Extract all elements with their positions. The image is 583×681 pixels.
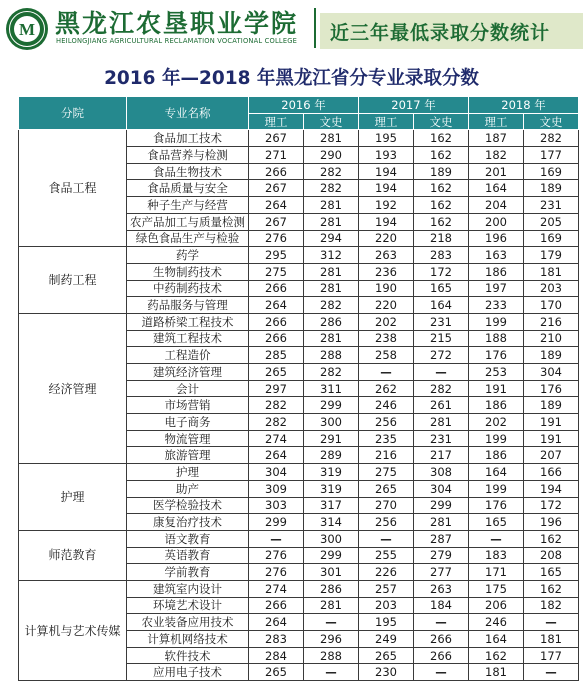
- score-cell: —: [524, 664, 579, 681]
- score-cell: —: [304, 614, 359, 631]
- score-cell: 300: [304, 414, 359, 431]
- dept-cell: 师范教育: [19, 530, 127, 580]
- major-cell: 物流管理: [127, 430, 249, 447]
- score-cell: 186: [469, 263, 524, 280]
- score-cell: 249: [359, 631, 414, 648]
- score-cell: 191: [524, 414, 579, 431]
- score-cell: 265: [359, 647, 414, 664]
- score-cell: 282: [304, 297, 359, 314]
- year-header: 2017 年: [359, 97, 469, 114]
- table-row: [19, 313, 579, 330]
- score-cell: 177: [524, 147, 579, 164]
- score-cell: 281: [304, 280, 359, 297]
- score-cell: 299: [304, 397, 359, 414]
- score-cell: 282: [304, 364, 359, 381]
- score-cell: 311: [304, 380, 359, 397]
- score-cell: 176: [469, 497, 524, 514]
- score-cell: 282: [249, 397, 304, 414]
- score-cell: —: [359, 530, 414, 547]
- page-title: 2016 年—2018 年黑龙江省分专业录取分数: [104, 68, 479, 89]
- score-cell: 231: [414, 313, 469, 330]
- major-cell: 会计: [127, 380, 249, 397]
- score-cell: 190: [359, 280, 414, 297]
- score-cell: 220: [359, 297, 414, 314]
- major-cell: 农业装备应用技术: [127, 614, 249, 631]
- score-cell: 264: [249, 197, 304, 214]
- score-cell: 189: [524, 180, 579, 197]
- score-cell: 288: [304, 647, 359, 664]
- dept-cell: 食品工程: [19, 130, 127, 247]
- score-cell: 255: [359, 547, 414, 564]
- score-cell: 272: [414, 347, 469, 364]
- score-cell: 162: [414, 147, 469, 164]
- score-cell: 312: [304, 247, 359, 264]
- score-cell: 217: [414, 447, 469, 464]
- score-cell: 186: [469, 397, 524, 414]
- major-cell: 药学: [127, 247, 249, 264]
- dept-cell: 制药工程: [19, 247, 127, 314]
- major-cell: 食品质量与安全: [127, 180, 249, 197]
- score-cell: 262: [359, 380, 414, 397]
- score-cell: 271: [249, 147, 304, 164]
- score-cell: 196: [524, 514, 579, 531]
- major-cell: 英语教育: [127, 547, 249, 564]
- score-cell: 276: [249, 230, 304, 247]
- score-cell: 203: [524, 280, 579, 297]
- score-cell: 284: [249, 647, 304, 664]
- score-cell: 285: [249, 347, 304, 364]
- score-cell: 291: [304, 430, 359, 447]
- header-divider: [314, 8, 316, 48]
- score-cell: 282: [304, 163, 359, 180]
- score-cell: 218: [414, 230, 469, 247]
- major-cell: 种子生产与经营: [127, 197, 249, 214]
- score-cell: —: [304, 664, 359, 681]
- major-cell: 应用电子技术: [127, 664, 249, 681]
- major-cell: 工程造价: [127, 347, 249, 364]
- score-cell: 267: [249, 180, 304, 197]
- score-cell: 266: [249, 330, 304, 347]
- score-cell: 164: [414, 297, 469, 314]
- score-cell: 263: [359, 247, 414, 264]
- score-cell: 281: [304, 330, 359, 347]
- score-cell: —: [249, 530, 304, 547]
- dept-cell: 经济管理: [19, 313, 127, 463]
- score-cell: 286: [304, 580, 359, 597]
- score-cell: 205: [524, 213, 579, 230]
- score-cell: 264: [249, 614, 304, 631]
- major-cell: 市场营销: [127, 397, 249, 414]
- score-cell: 287: [414, 530, 469, 547]
- score-cell: 169: [524, 230, 579, 247]
- score-cell: 253: [469, 364, 524, 381]
- score-cell: 183: [469, 547, 524, 564]
- score-cell: 283: [414, 247, 469, 264]
- score-cell: 176: [469, 347, 524, 364]
- subcol-header: 文史: [414, 113, 469, 130]
- major-cell: 电子商务: [127, 414, 249, 431]
- score-cell: 286: [304, 313, 359, 330]
- score-cell: 264: [249, 297, 304, 314]
- major-cell: 建筑经济管理: [127, 364, 249, 381]
- score-cell: 181: [469, 664, 524, 681]
- table-row: [19, 247, 579, 264]
- score-cell: 299: [414, 497, 469, 514]
- score-cell: 206: [469, 597, 524, 614]
- score-cell: 220: [359, 230, 414, 247]
- logo-letter: M: [18, 20, 36, 39]
- major-cell: 建筑室内设计: [127, 580, 249, 597]
- score-cell: 282: [304, 180, 359, 197]
- score-cell: 235: [359, 430, 414, 447]
- score-cell: 164: [469, 180, 524, 197]
- major-cell: 药品服务与管理: [127, 297, 249, 314]
- table-head: [19, 97, 579, 130]
- score-table-wrapper: [18, 96, 579, 681]
- major-cell: 软件技术: [127, 647, 249, 664]
- major-cell: 助产: [127, 480, 249, 497]
- score-cell: —: [469, 530, 524, 547]
- score-cell: 304: [524, 364, 579, 381]
- score-cell: 191: [524, 430, 579, 447]
- subcol-header: 文史: [304, 113, 359, 130]
- score-cell: 164: [469, 631, 524, 648]
- score-cell: 216: [524, 313, 579, 330]
- score-cell: 194: [359, 213, 414, 230]
- major-cell: 生物制药技术: [127, 263, 249, 280]
- score-cell: 261: [414, 397, 469, 414]
- score-cell: 281: [304, 213, 359, 230]
- score-cell: 194: [524, 480, 579, 497]
- score-cell: 281: [414, 414, 469, 431]
- score-cell: 162: [414, 180, 469, 197]
- major-cell: 食品生物技术: [127, 163, 249, 180]
- score-cell: 304: [249, 464, 304, 481]
- score-cell: 258: [359, 347, 414, 364]
- score-cell: 289: [304, 447, 359, 464]
- score-cell: 226: [359, 564, 414, 581]
- subcol-header: 理工: [469, 113, 524, 130]
- major-cell: 学前教育: [127, 564, 249, 581]
- score-cell: 188: [469, 330, 524, 347]
- score-cell: 281: [414, 514, 469, 531]
- score-cell: 279: [414, 547, 469, 564]
- score-cell: 189: [524, 347, 579, 364]
- score-cell: 175: [469, 580, 524, 597]
- score-cell: 216: [359, 447, 414, 464]
- score-cell: 266: [249, 163, 304, 180]
- page-header: [0, 0, 583, 58]
- score-cell: 193: [359, 147, 414, 164]
- score-cell: 317: [304, 497, 359, 514]
- score-cell: 276: [249, 547, 304, 564]
- score-cell: 208: [524, 547, 579, 564]
- score-cell: 281: [304, 263, 359, 280]
- score-cell: 189: [414, 163, 469, 180]
- score-cell: 192: [359, 197, 414, 214]
- score-cell: 189: [524, 397, 579, 414]
- score-cell: 201: [469, 163, 524, 180]
- table-row: [19, 580, 579, 597]
- score-cell: 256: [359, 414, 414, 431]
- score-cell: 199: [469, 313, 524, 330]
- score-cell: 295: [249, 247, 304, 264]
- score-cell: —: [414, 364, 469, 381]
- score-cell: 274: [249, 580, 304, 597]
- score-cell: 194: [359, 180, 414, 197]
- score-cell: 246: [469, 614, 524, 631]
- dept-cell: 护理: [19, 464, 127, 531]
- score-cell: 282: [524, 130, 579, 147]
- score-cell: 172: [414, 263, 469, 280]
- score-cell: 299: [249, 514, 304, 531]
- score-cell: 181: [524, 631, 579, 648]
- score-cell: 257: [359, 580, 414, 597]
- score-cell: 238: [359, 330, 414, 347]
- major-cell: 康复治疗技术: [127, 514, 249, 531]
- score-cell: 179: [524, 247, 579, 264]
- score-cell: 283: [249, 631, 304, 648]
- score-cell: 267: [249, 130, 304, 147]
- score-cell: 281: [304, 597, 359, 614]
- score-cell: 266: [249, 313, 304, 330]
- major-cell: 语文教育: [127, 530, 249, 547]
- score-cell: 184: [414, 597, 469, 614]
- score-cell: 162: [414, 213, 469, 230]
- score-cell: 186: [469, 447, 524, 464]
- school-name-en: HEILONGJIANG AGRICULTURAL RECLAMATION VOCATIONAL COLLEGE: [56, 37, 298, 45]
- major-cell: 食品营养与检测: [127, 147, 249, 164]
- college-emblem-icon: [5, 7, 49, 51]
- score-cell: 319: [304, 480, 359, 497]
- score-cell: 281: [304, 197, 359, 214]
- score-cell: 171: [469, 564, 524, 581]
- score-cell: 197: [469, 280, 524, 297]
- score-cell: 314: [304, 514, 359, 531]
- score-cell: 294: [304, 230, 359, 247]
- score-cell: 299: [304, 547, 359, 564]
- score-cell: 195: [359, 614, 414, 631]
- score-cell: 308: [414, 464, 469, 481]
- score-cell: 170: [524, 297, 579, 314]
- score-cell: 304: [414, 480, 469, 497]
- score-cell: 162: [524, 530, 579, 547]
- subcol-header: 文史: [524, 113, 579, 130]
- col-major-header: 专业名称: [127, 97, 249, 130]
- score-cell: —: [359, 364, 414, 381]
- score-cell: 288: [304, 347, 359, 364]
- score-cell: 267: [249, 213, 304, 230]
- score-cell: 199: [469, 430, 524, 447]
- score-cell: 195: [359, 130, 414, 147]
- score-cell: 177: [524, 647, 579, 664]
- table-row: [19, 464, 579, 481]
- score-cell: 182: [469, 147, 524, 164]
- subcol-header: 理工: [249, 113, 304, 130]
- score-cell: 203: [359, 597, 414, 614]
- score-cell: 162: [524, 580, 579, 597]
- score-cell: 246: [359, 397, 414, 414]
- year-header: 2016 年: [249, 97, 359, 114]
- major-cell: 旅游管理: [127, 447, 249, 464]
- major-cell: 中药制药技术: [127, 280, 249, 297]
- score-cell: 181: [524, 263, 579, 280]
- score-cell: 162: [414, 130, 469, 147]
- score-cell: 266: [414, 647, 469, 664]
- major-cell: 食品加工技术: [127, 130, 249, 147]
- score-cell: 169: [524, 163, 579, 180]
- score-cell: 282: [249, 414, 304, 431]
- score-cell: 207: [524, 447, 579, 464]
- score-cell: 275: [249, 263, 304, 280]
- score-cell: 276: [249, 564, 304, 581]
- score-cell: 233: [469, 297, 524, 314]
- score-cell: 191: [469, 380, 524, 397]
- major-cell: 医学检验技术: [127, 497, 249, 514]
- score-cell: 265: [249, 664, 304, 681]
- major-cell: 护理: [127, 464, 249, 481]
- major-cell: 计算机网络技术: [127, 631, 249, 648]
- score-cell: 236: [359, 263, 414, 280]
- score-cell: 165: [469, 514, 524, 531]
- score-cell: 266: [249, 280, 304, 297]
- score-cell: 319: [304, 464, 359, 481]
- score-cell: —: [524, 614, 579, 631]
- score-cell: 297: [249, 380, 304, 397]
- score-cell: 303: [249, 497, 304, 514]
- score-cell: 202: [359, 313, 414, 330]
- score-cell: 275: [359, 464, 414, 481]
- col-dept-header: 分院: [19, 97, 127, 130]
- score-cell: 296: [304, 631, 359, 648]
- score-cell: 215: [414, 330, 469, 347]
- major-cell: 农产品加工与质量检测: [127, 213, 249, 230]
- score-cell: 200: [469, 213, 524, 230]
- banner-title: 近三年最低录取分数统计: [330, 22, 551, 44]
- score-cell: 264: [249, 447, 304, 464]
- score-cell: 163: [469, 247, 524, 264]
- score-cell: 282: [414, 380, 469, 397]
- score-cell: 256: [359, 514, 414, 531]
- score-cell: 210: [524, 330, 579, 347]
- table-row: [19, 130, 579, 147]
- score-cell: 204: [469, 197, 524, 214]
- score-cell: 231: [414, 430, 469, 447]
- score-cell: 266: [414, 631, 469, 648]
- score-cell: 202: [469, 414, 524, 431]
- score-cell: —: [414, 614, 469, 631]
- score-cell: —: [414, 664, 469, 681]
- table-body: [19, 130, 579, 681]
- score-table: [18, 96, 579, 681]
- score-cell: 165: [414, 280, 469, 297]
- year-header: 2018 年: [469, 97, 579, 114]
- score-cell: 231: [524, 197, 579, 214]
- major-cell: 绿色食品生产与检验: [127, 230, 249, 247]
- major-cell: 道路桥梁工程技术: [127, 313, 249, 330]
- score-cell: 196: [469, 230, 524, 247]
- score-cell: 277: [414, 564, 469, 581]
- score-cell: 266: [249, 597, 304, 614]
- score-cell: 270: [359, 497, 414, 514]
- score-cell: 281: [304, 130, 359, 147]
- score-cell: 176: [524, 380, 579, 397]
- major-cell: 建筑工程技术: [127, 330, 249, 347]
- score-cell: 187: [469, 130, 524, 147]
- score-cell: 301: [304, 564, 359, 581]
- major-cell: 环境艺术设计: [127, 597, 249, 614]
- score-cell: 162: [414, 197, 469, 214]
- score-cell: 194: [359, 163, 414, 180]
- score-cell: 309: [249, 480, 304, 497]
- score-cell: 166: [524, 464, 579, 481]
- table-row: [19, 530, 579, 547]
- score-cell: 199: [469, 480, 524, 497]
- subcol-header: 理工: [359, 113, 414, 130]
- school-name-cn: 黑龙江农垦职业学院: [55, 9, 299, 38]
- score-cell: 172: [524, 497, 579, 514]
- score-cell: 290: [304, 147, 359, 164]
- score-cell: 300: [304, 530, 359, 547]
- score-cell: 162: [469, 647, 524, 664]
- score-cell: 182: [524, 597, 579, 614]
- dept-cell: 计算机与艺术传媒: [19, 580, 127, 680]
- score-cell: 263: [414, 580, 469, 597]
- score-cell: 165: [524, 564, 579, 581]
- score-cell: 265: [249, 364, 304, 381]
- score-cell: 265: [359, 480, 414, 497]
- score-cell: 164: [469, 464, 524, 481]
- score-cell: 274: [249, 430, 304, 447]
- score-cell: 230: [359, 664, 414, 681]
